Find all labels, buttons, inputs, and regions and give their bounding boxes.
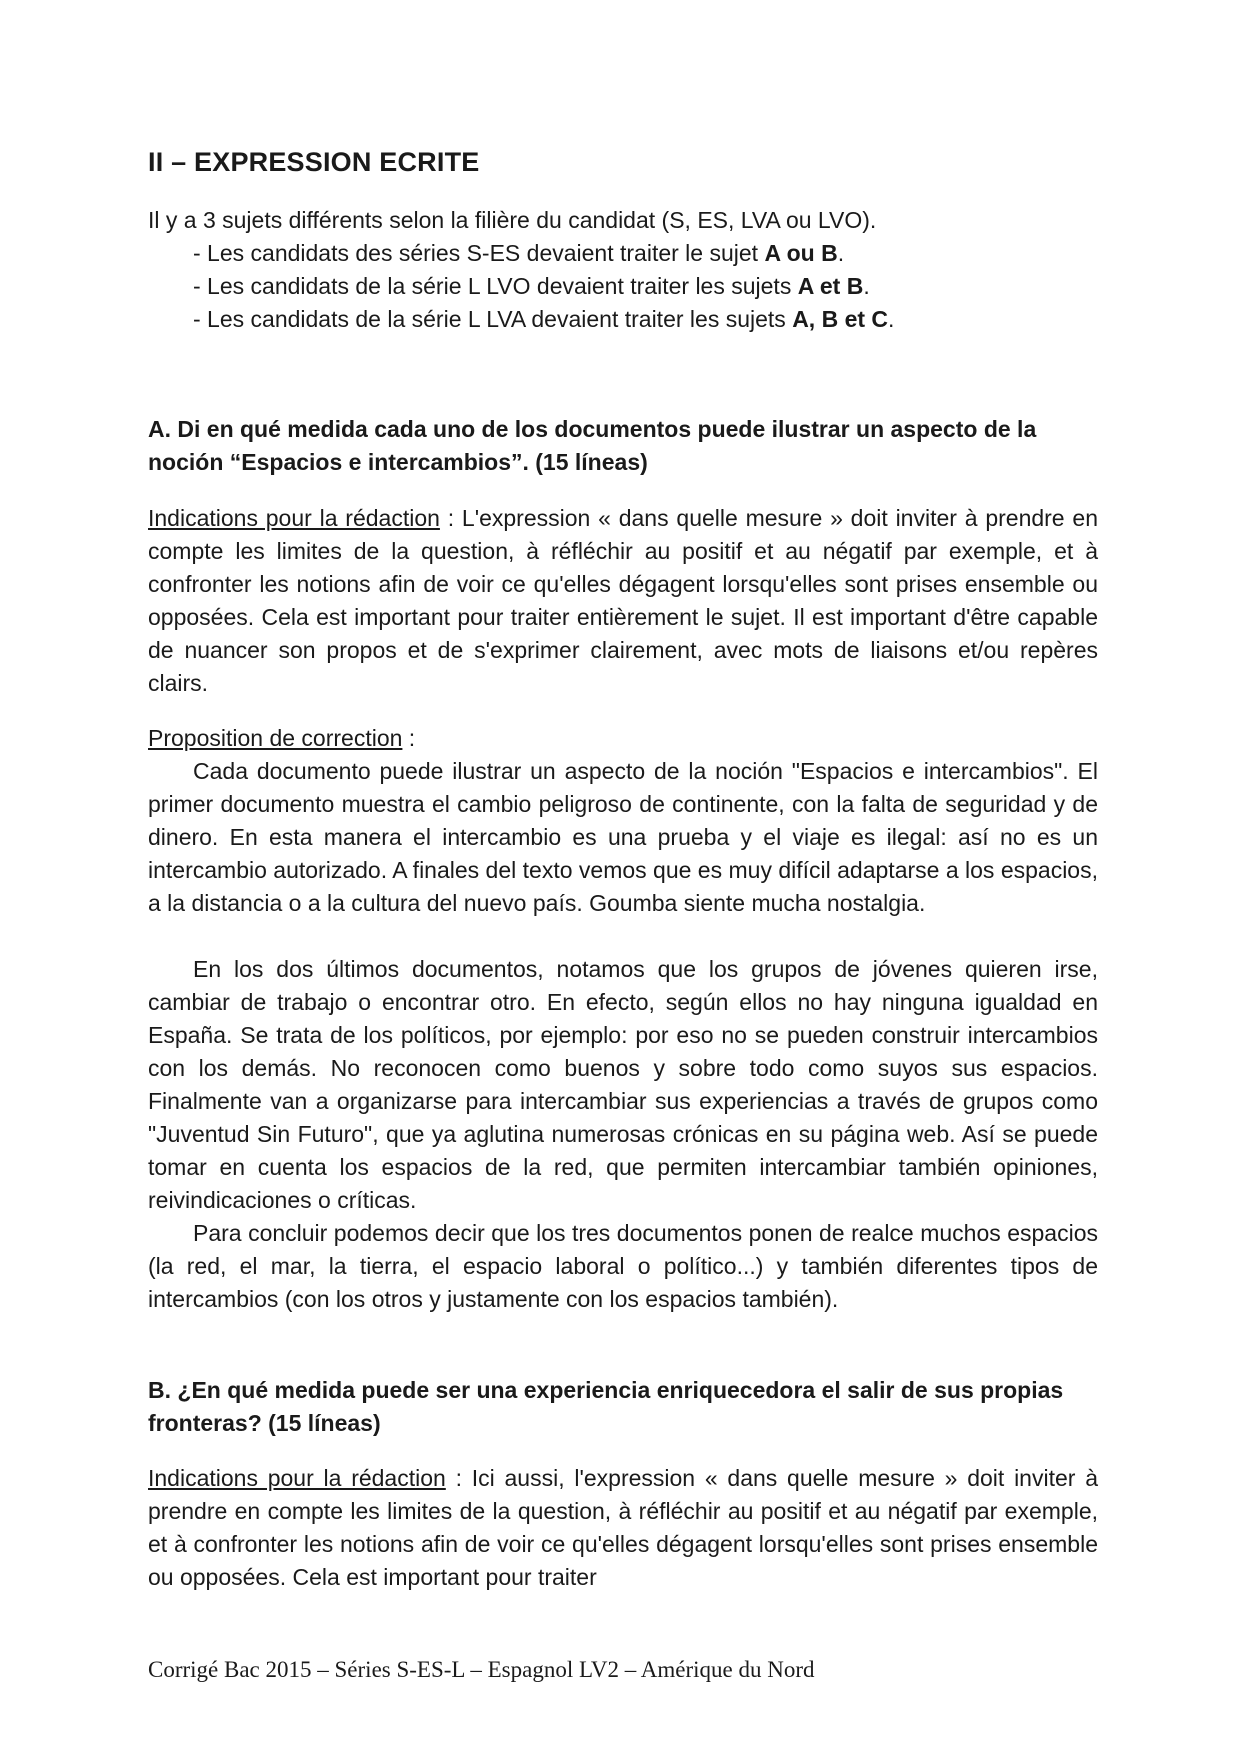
- question-a-title: A. Di en qué medida cada uno de los documentos puede ilustrar un aspecto de la noción “Espacios e intercambios”. (15 líneas): [148, 416, 1037, 475]
- proposition-paragraph: En los dos últimos documentos, notamos que los grupos de jóvenes quieren irse, cambiar de trabajo o encontrar otro. En efecto, según ellos no hay ninguna igualdad en España. Se trata de los políticos, por ejemplo: por eso no se pueden construir intercambios con los demás. No reconocen como buenos y sobre todo como suyos sus espacios. Finalmente van a organizarse para intercambiar sus experiencias a través de grupos como "Juventud Sin Futuro", que ya aglutina numerosas crónicas en su página web. Así se puede tomar en cuenta los espacios de la red, que permiten intercambiar también opiniones, reivindicaciones o críticas.: [148, 956, 1098, 1213]
- bullet-end: .: [837, 240, 845, 266]
- proposition-suffix: :: [402, 725, 416, 751]
- indications-text: : Ici aussi, l'expression « dans quelle mesure » doit inviter à prendre en compte les limites de la question, à réfléchir au positif et au négatif par exemple, et à confronter les notions afin de voir ce qu'elles dégagent lorsqu'elles sont prises ensemble ou opposées. Cela est important pour traiter: [148, 1465, 1098, 1590]
- proposition-label: Proposition de correction: [148, 725, 403, 751]
- bullet-end: .: [863, 273, 870, 299]
- proposition-paragraph: Para concluir podemos decir que los tres documentos ponen de realce muchos espacios (la red, el mar, la tierra, el espacio laboral o político...) y también diferentes tipos de intercambios (con los otros y justamente con los espacios también).: [148, 1220, 1098, 1312]
- bullet-bold: A ou B: [764, 240, 838, 266]
- intro-line: Il y a 3 sujets différents selon la filière du candidat (S, ES, LVA ou LVO).: [148, 207, 877, 233]
- indications-label: Indications pour la rédaction: [148, 1465, 446, 1491]
- bullet-text: - Les candidats de la série L LVA devaient traiter les sujets: [193, 306, 793, 332]
- question-b-title: B. ¿En qué medida puede ser una experiencia enriquecedora el salir de sus propias fronteras? (15 líneas): [148, 1377, 1064, 1436]
- section-title: II – EXPRESSION ECRITE: [148, 147, 480, 177]
- indications-label: Indications pour la rédaction: [148, 505, 440, 531]
- question-b-indications: [148, 1462, 1098, 1594]
- bullet-text: - Les candidats de la série L LVO devaient traiter les sujets: [193, 273, 798, 299]
- question-a-proposition-heading: [148, 722, 1098, 755]
- bullet-bold: A et B: [797, 273, 864, 299]
- bullet-item: [148, 303, 1098, 336]
- bullet-end: .: [888, 306, 895, 332]
- page-footer: Corrigé Bac 2015 – Séries S-ES-L – Espagnol LV2 – Amérique du Nord: [148, 1657, 815, 1682]
- bullet-text: - Les candidats des séries S-ES devaient traiter le sujet: [193, 240, 765, 266]
- proposition-paragraph: Cada documento puede ilustrar un aspecto de la noción "Espacios e intercambios". El primer documento muestra el cambio peligroso de continente, con la falta de seguridad y de dinero. En esta manera el intercambio es una prueba y el viaje es ilegal: así no es un intercambio autorizado. A finales del texto vemos que es muy difícil adaptarse a los espacios, a la distancia o a la cultura del nuevo país. Goumba siente mucha nostalgia.: [148, 758, 1098, 916]
- intro: [148, 204, 1098, 336]
- question-a-indications: [148, 502, 1098, 700]
- bullet-item: [148, 237, 1098, 270]
- bullet-item: [148, 270, 1098, 303]
- bullet-bold: A, B et C: [792, 306, 889, 332]
- indications-text: : L'expression « dans quelle mesure » doit inviter à prendre en compte les limites de la question, à réfléchir au positif et au négatif par exemple, et à confronter les notions afin de voir ce qu'elles dégagent lorsqu'elles sont prises ensemble ou opposées. Cela est important pour traiter entièrement le sujet. Il est important d'être capable de nuancer son propos et de s'exprimer clairement, avec mots de liaisons et/ou repères clairs.: [148, 505, 1098, 696]
